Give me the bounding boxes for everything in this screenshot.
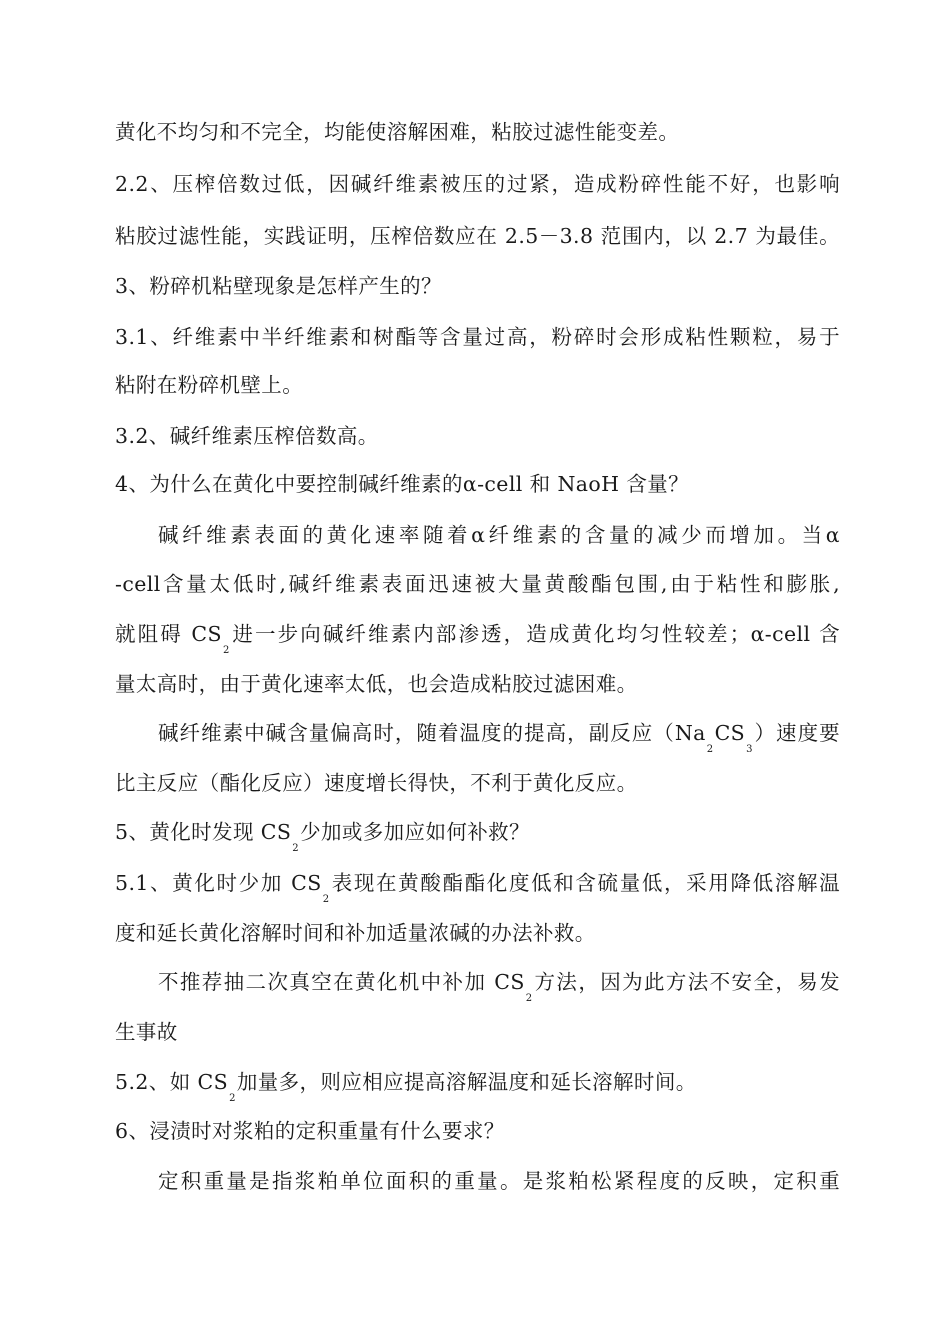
text-line: 3.2、碱纤维素压榨倍数高。 bbox=[115, 424, 379, 448]
section-heading: 3、粉碎机粘壁现象是怎样产生的？ bbox=[115, 274, 442, 298]
subscript: 2 bbox=[222, 645, 230, 656]
text-line: -cell含量太低时,碱纤维素表面迅速被大量黄酸酯包围,由于粘性和膨胀, bbox=[115, 572, 840, 596]
text-segment: 方法，因为此方法不安全，易发 bbox=[533, 970, 840, 994]
subscript: 2 bbox=[525, 993, 533, 1004]
text-line bbox=[115, 1068, 840, 1104]
text-segment: 表现在黄酸酯酯化度低和含硫量低，采用降低溶解温 bbox=[330, 871, 840, 895]
text-segment: 5.2、如 CS bbox=[115, 1070, 229, 1094]
text-segment: 碱纤维素中碱含量偏高时，随着温度的提高，副反应（Na bbox=[158, 721, 706, 745]
text-segment: 5、黄化时发现 CS bbox=[115, 820, 292, 844]
text-line: 生事故 bbox=[115, 1020, 178, 1044]
text-line: 比主反应（酯化反应）速度增长得快，不利于黄化反应。 bbox=[115, 771, 638, 795]
subscript: 2 bbox=[229, 1093, 236, 1104]
section-heading: 4、为什么在黄化中要控制碱纤维素的α-cell 和 NaoH 含量？ bbox=[115, 472, 690, 496]
text-line: 粘附在粉碎机壁上。 bbox=[115, 373, 304, 397]
subscript: 2 bbox=[322, 894, 330, 905]
text-segment: 5.1、黄化时少加 CS bbox=[115, 871, 322, 895]
text-line: 量太高时，由于黄化速率太低，也会造成粘胶过滤困难。 bbox=[115, 672, 638, 696]
text-segment: 不推荐抽二次真空在黄化机中补加 CS bbox=[158, 970, 525, 994]
text-line: 碱纤维素表面的黄化速率随着α纤维素的含量的减少而增加。当α bbox=[158, 523, 840, 547]
text-line: 2.2、压榨倍数过低，因碱纤维素被压的过紧，造成粉碎性能不好，也影响 bbox=[115, 172, 840, 196]
text-segment: ）速度要 bbox=[753, 721, 840, 745]
text-line: 粘胶过滤性能，实践证明，压榨倍数应在 2.5－3.8 范围内，以 2.7 为最佳。 bbox=[115, 224, 840, 248]
text-line bbox=[158, 968, 840, 1004]
text-segment: 加量多，则应相应提高溶解温度和延长溶解时间。 bbox=[236, 1070, 697, 1094]
text-line: 定积重量是指浆粕单位面积的重量。是浆粕松紧程度的反映，定积重 bbox=[158, 1169, 840, 1193]
text-line: 黄化不均匀和不完全，均能使溶解困难，粘胶过滤性能变差。 bbox=[115, 120, 680, 144]
section-heading bbox=[115, 818, 840, 854]
section-heading: 6、浸渍时对浆粕的定积重量有什么要求？ bbox=[115, 1119, 505, 1143]
text-line: 度和延长黄化溶解时间和补加适量浓碱的办法补救。 bbox=[115, 921, 596, 945]
text-line: 3.1、纤维素中半纤维素和树酯等含量过高，粉碎时会形成粘性颗粒，易于 bbox=[115, 325, 840, 349]
text-segment: 少加或多加应如何补救？ bbox=[300, 820, 530, 844]
subscript: 3 bbox=[746, 744, 753, 755]
subscript: 2 bbox=[706, 744, 714, 755]
text-line bbox=[158, 719, 840, 755]
text-segment: CS bbox=[714, 721, 746, 745]
subscript: 2 bbox=[292, 843, 300, 854]
text-line bbox=[115, 620, 840, 656]
text-line bbox=[115, 869, 840, 905]
text-segment: 就阻碍 CS bbox=[115, 622, 222, 646]
text-segment: 进一步向碱纤维素内部渗透，造成黄化均匀性较差；α-cell 含 bbox=[230, 622, 840, 646]
